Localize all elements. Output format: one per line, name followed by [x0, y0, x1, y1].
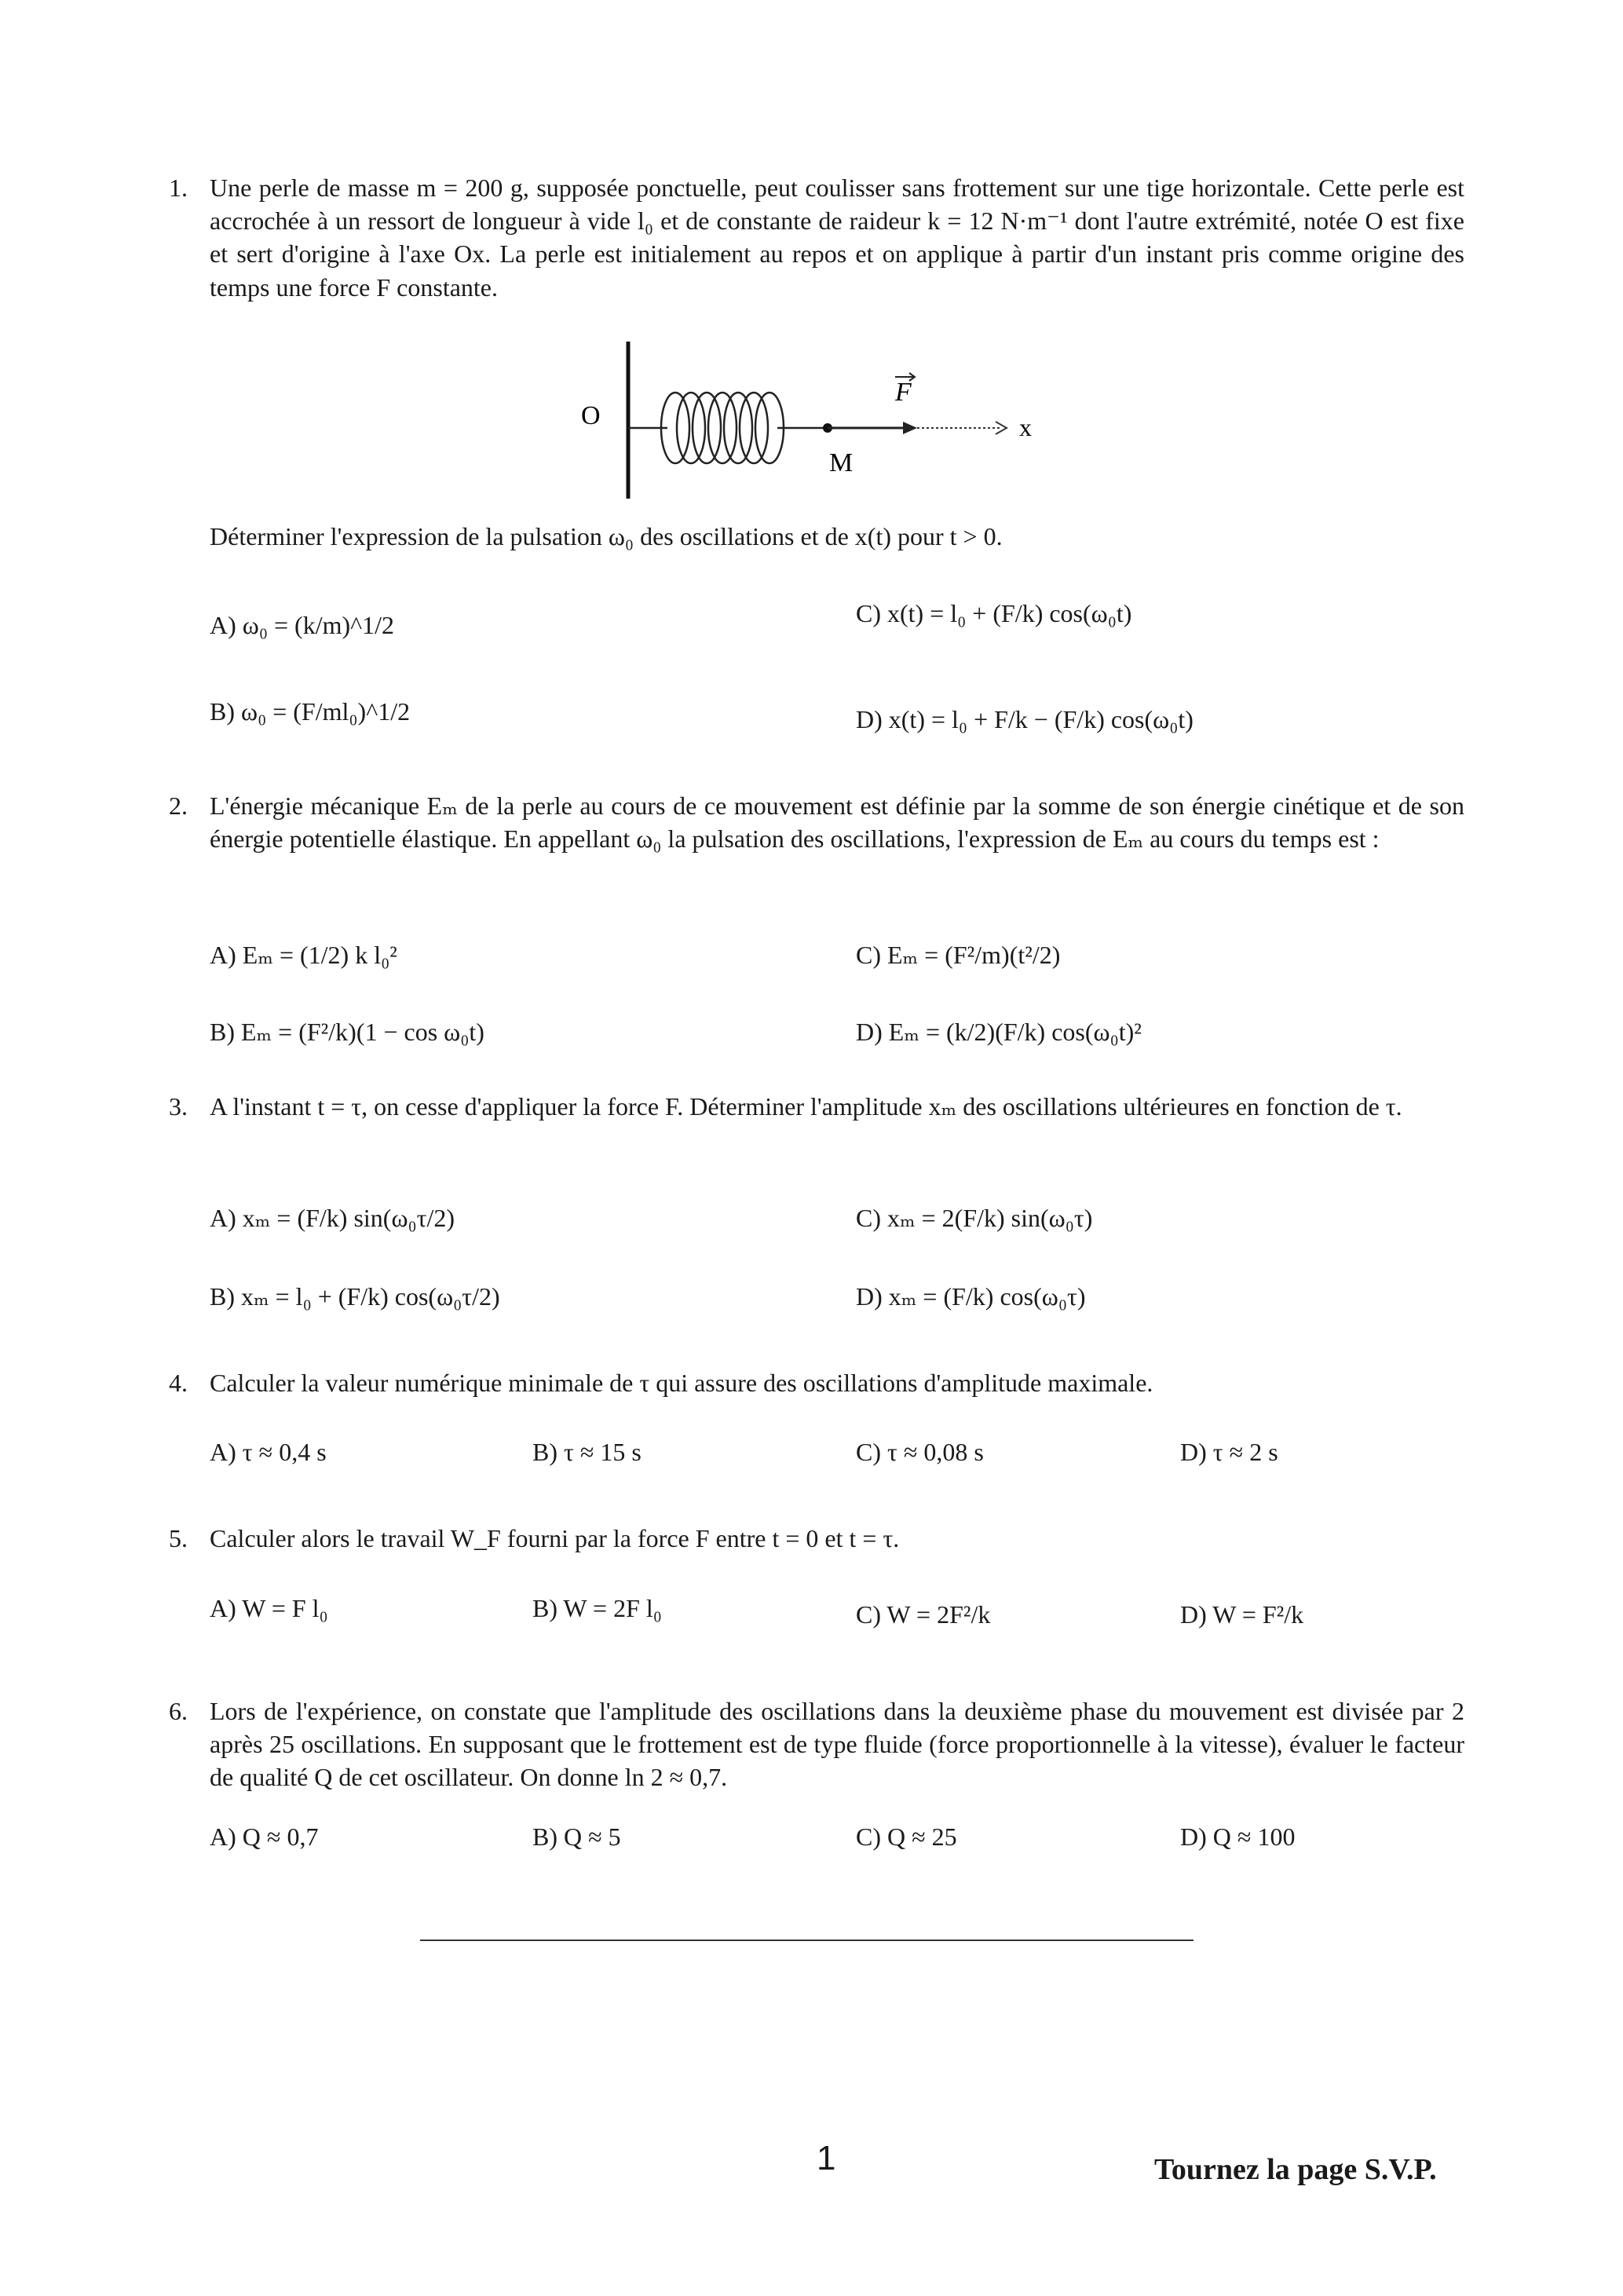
option-1a[interactable]: A) ω₀ = (k/m)^1/2 [210, 611, 395, 639]
question-number: 5. [169, 1524, 188, 1552]
option-1b[interactable]: B) ω₀ = (F/ml₀)^1/2 [210, 697, 411, 726]
question-text: Calculer alors le travail W_F fourni par la force F entre t = 0 et t = τ. [210, 1524, 900, 1552]
option-3d[interactable]: D) xₘ = (F/k) cos(ω₀τ) [856, 1282, 1086, 1311]
footer-turn-page: Tournez la page S.V.P. [1154, 2153, 1437, 2186]
divider [420, 1940, 1193, 1941]
option-5c[interactable]: C) W = 2F²/k [856, 1600, 991, 1629]
question-text: A l'instant t = τ, on cesse d'appliquer la force F. Déterminer l'amplitude xₘ des oscillations ultérieures en fonction de τ. [210, 1092, 1402, 1121]
label-m: M [829, 448, 854, 477]
question-2 [169, 789, 1464, 855]
question-text: Calculer la valeur numérique minimale de τ qui assure des oscillations d'amplitude maximale. [210, 1369, 1153, 1397]
option-1c[interactable]: C) x(t) = l₀ + (F/k) cos(ω₀t) [856, 599, 1132, 627]
option-3b[interactable]: B) xₘ = l₀ + (F/k) cos(ω₀τ/2) [210, 1282, 500, 1311]
option-1d[interactable]: D) x(t) = l₀ + F/k − (F/k) cos(ω₀t) [856, 705, 1193, 733]
option-4c[interactable]: C) τ ≈ 0,08 s [856, 1438, 984, 1466]
spring-figure [565, 334, 1068, 514]
option-3c[interactable]: C) xₘ = 2(F/k) sin(ω₀τ) [856, 1204, 1093, 1232]
page-number: 1 [817, 2139, 836, 2177]
question-number: 3. [169, 1092, 188, 1121]
question-number: 1. [169, 174, 188, 202]
option-5b[interactable]: B) W = 2F l₀ [532, 1594, 662, 1622]
label-o: O [581, 401, 601, 430]
option-2a[interactable]: A) Eₘ = (1/2) k l₀² [210, 941, 397, 969]
question-3 [169, 1090, 1464, 1123]
option-6d[interactable]: D) Q ≈ 100 [1180, 1823, 1296, 1851]
option-4a[interactable]: A) τ ≈ 0,4 s [210, 1438, 327, 1466]
option-4b[interactable]: B) τ ≈ 15 s [532, 1438, 642, 1466]
option-3a[interactable]: A) xₘ = (F/k) sin(ω₀τ/2) [210, 1204, 455, 1232]
option-5a[interactable]: A) W = F l₀ [210, 1594, 328, 1622]
label-x: x [1019, 413, 1032, 441]
option-2c[interactable]: C) Eₘ = (F²/m)(t²/2) [856, 941, 1061, 969]
question-5 [169, 1522, 1464, 1555]
question-1-prompt: Déterminer l'expression de la pulsation ω₀ des oscillations et de x(t) pour t > 0. [210, 522, 1003, 550]
question-number: 2. [169, 792, 188, 820]
option-4d[interactable]: D) τ ≈ 2 s [1180, 1438, 1278, 1466]
option-6b[interactable]: B) Q ≈ 5 [532, 1823, 621, 1851]
option-6c[interactable]: C) Q ≈ 25 [856, 1823, 957, 1851]
option-5d[interactable]: D) W = F²/k [1180, 1600, 1304, 1629]
question-1 [169, 171, 1464, 304]
question-6 [169, 1695, 1464, 1794]
question-text: L'énergie mécanique Eₘ de la perle au cours de ce mouvement est définie par la somme de son énergie cinétique et de son énergie potentielle élastique. En appellant ω₀ la pulsation des oscillations, l'expression de Eₘ au cours du temps est : [210, 792, 1464, 854]
option-2d[interactable]: D) Eₘ = (k/2)(F/k) cos(ω₀t)² [856, 1018, 1142, 1046]
question-4 [169, 1366, 1464, 1399]
question-number: 6. [169, 1697, 188, 1725]
option-2b[interactable]: B) Eₘ = (F²/k)(1 − cos ω₀t) [210, 1018, 484, 1046]
label-f: F [895, 378, 912, 407]
question-number: 4. [169, 1369, 188, 1397]
spring-coil [628, 393, 824, 463]
question-text: Lors de l'expérience, on constate que l'amplitude des oscillations dans la deuxième phase du mouvement est divisée par 2 après 25 oscillations. En supposant que le frottement est de type fluide (force proportionnelle à la vitesse), évaluer le facteur de qualité Q de cet oscillateur. On donne ln 2 ≈ 0,7. [210, 1697, 1464, 1792]
option-6a[interactable]: A) Q ≈ 0,7 [210, 1823, 319, 1851]
question-text: Une perle de masse m = 200 g, supposée ponctuelle, peut coulisser sans frottement sur une tige horizontale. Cette perle est accrochée à un ressort de longueur à vide l₀ et de constante de raideur k = 12 N·m⁻¹ dont l'autre extrémité, notée O est fixe et sert d'origine à l'axe Ox. La perle est initialement au repos et on applique à partir d'un instant pris comme origine des temps une force F constante. [210, 174, 1464, 302]
